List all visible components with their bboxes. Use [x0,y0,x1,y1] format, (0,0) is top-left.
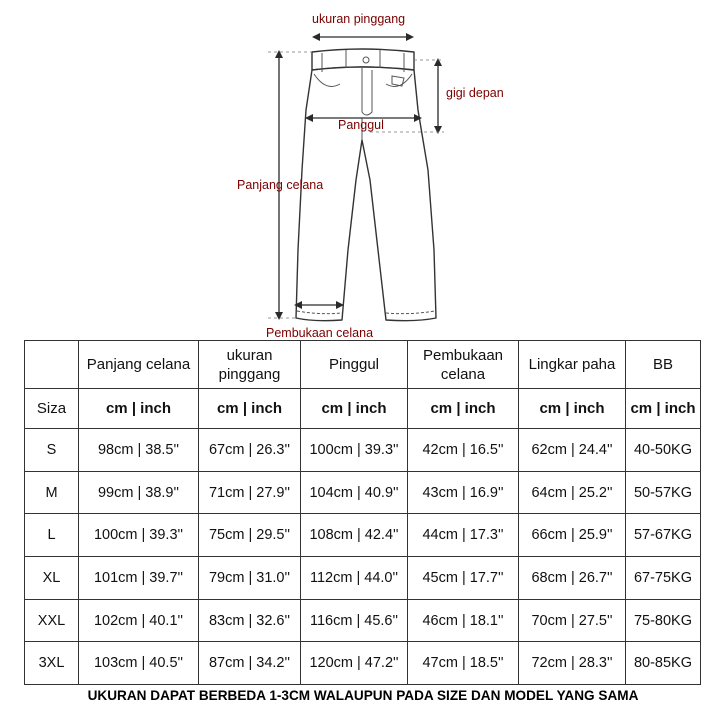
unit-cell: cm | inch [301,389,408,429]
size-chart-table [24,340,701,685]
units-row [25,389,701,429]
data-cell: 120cm | 47.2'' [301,642,408,685]
data-cell: 70cm | 27.5'' [519,599,626,642]
size-cell: 3XL [25,642,79,685]
unit-cell: cm | inch [408,389,519,429]
units-label: Siza [25,389,79,429]
data-cell: 62cm | 24.4'' [519,429,626,472]
data-cell: 101cm | 39.7'' [79,557,199,600]
data-cell: 79cm | 31.0'' [199,557,301,600]
unit-cell: cm | inch [79,389,199,429]
data-cell: 40-50KG [626,429,701,472]
size-disclaimer: UKURAN DAPAT BERBEDA 1-3CM WALAUPUN PADA SIZE DAN MODEL YANG SAMA [87,688,639,703]
label-waist: ukuran pinggang [312,12,406,26]
pants-diagram [0,0,726,340]
data-cell: 68cm | 26.7'' [519,557,626,600]
data-cell: 57-67KG [626,514,701,557]
data-cell: 42cm | 16.5'' [408,429,519,472]
data-cell: 100cm | 39.3'' [301,429,408,472]
header-hip: Pinggul [301,341,408,389]
label-leg-opening: Pembukaan celana [266,326,374,340]
header-weight: BB [626,341,701,389]
unit-cell: cm | inch [519,389,626,429]
data-cell: 47cm | 18.5'' [408,642,519,685]
unit-cell: cm | inch [199,389,301,429]
table-row [25,599,701,642]
data-cell: 71cm | 27.9'' [199,471,301,514]
data-cell: 80-85KG [626,642,701,685]
size-cell: XXL [25,599,79,642]
data-cell: 116cm | 45.6'' [301,599,408,642]
table-row [25,514,701,557]
label-hip: Panggul [338,118,384,132]
data-cell: 104cm | 40.9'' [301,471,408,514]
data-cell: 44cm | 17.3'' [408,514,519,557]
unit-cell: cm | inch [626,389,701,429]
label-front-rise: gigi depan [446,86,504,100]
table-row [25,471,701,514]
header-cell-empty [25,341,79,389]
data-cell: 45cm | 17.7'' [408,557,519,600]
header-row [25,341,701,389]
size-cell: M [25,471,79,514]
table-row [25,642,701,685]
size-cell: XL [25,557,79,600]
data-cell: 67cm | 26.3'' [199,429,301,472]
header-waist: ukuran pinggang [199,341,301,389]
table-row [25,557,701,600]
header-length: Panjang celana [79,341,199,389]
data-cell: 102cm | 40.1'' [79,599,199,642]
data-cell: 75-80KG [626,599,701,642]
data-cell: 50-57KG [626,471,701,514]
data-cell: 87cm | 34.2'' [199,642,301,685]
size-cell: S [25,429,79,472]
data-cell: 64cm | 25.2'' [519,471,626,514]
header-thigh: Lingkar paha [519,341,626,389]
data-cell: 43cm | 16.9'' [408,471,519,514]
data-cell: 100cm | 39.3'' [79,514,199,557]
data-cell: 103cm | 40.5'' [79,642,199,685]
data-cell: 75cm | 29.5'' [199,514,301,557]
size-cell: L [25,514,79,557]
data-cell: 108cm | 42.4'' [301,514,408,557]
data-cell: 99cm | 38.9'' [79,471,199,514]
data-cell: 98cm | 38.5'' [79,429,199,472]
pants-illustration [0,0,726,340]
data-cell: 72cm | 28.3'' [519,642,626,685]
label-length: Panjang celana [237,178,324,192]
data-cell: 112cm | 44.0'' [301,557,408,600]
table-row [25,429,701,472]
data-cell: 83cm | 32.6'' [199,599,301,642]
data-cell: 66cm | 25.9'' [519,514,626,557]
data-cell: 67-75KG [626,557,701,600]
data-cell: 46cm | 18.1'' [408,599,519,642]
header-leg-opening: Pembukaan celana [408,341,519,389]
